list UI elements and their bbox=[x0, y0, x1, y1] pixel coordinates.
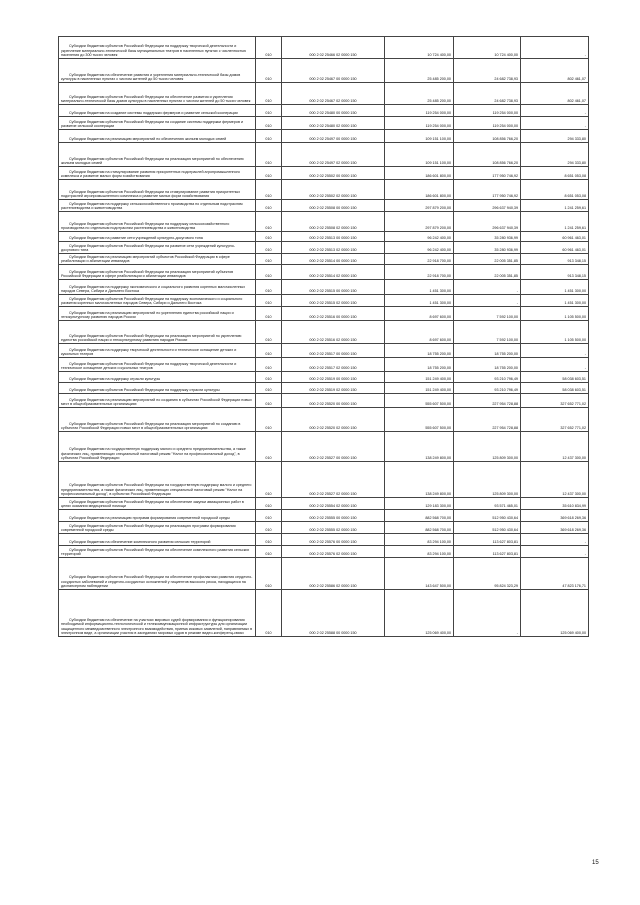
row-remainder-cell: 60 961 463,01 bbox=[521, 242, 589, 254]
row-remainder-cell: 802 461,07 bbox=[521, 59, 589, 83]
row-name-cell: Субсидии бюджетам субъектов Российской Федерации на реализацию программ формирования современной городской среды bbox=[59, 522, 256, 534]
row-remainder-cell: - bbox=[521, 344, 589, 358]
row-name-cell: Субсидии бюджетам субъектов Российской Федерации на реализацию мероприятий по обеспечению жильем молодых семей bbox=[59, 143, 256, 167]
row-remainder-cell: 58 038 603,51 bbox=[521, 383, 589, 394]
row-name-cell: Субсидии бюджетам субъектов Российской Федерации на реализацию мероприятий по созданию в субъектах Российской Федерации новых мест в общеобразовательных организациях bbox=[59, 408, 256, 432]
row-code-cell: 010 bbox=[256, 432, 282, 462]
row-remainder-cell: - bbox=[521, 534, 589, 546]
row-kbk-cell: 000 2 02 25555 02 0000 150 bbox=[282, 522, 385, 534]
row-approved-cell: 297 879 200,00 bbox=[385, 212, 454, 232]
row-code-cell: 010 bbox=[256, 105, 282, 117]
row-approved-cell: 1 451 300,00 bbox=[385, 295, 454, 307]
row-kbk-cell: 000 2 02 25508 00 0000 150 bbox=[282, 200, 385, 212]
row-remainder-cell: 1 105 500,00 bbox=[521, 321, 589, 344]
row-remainder-cell: - bbox=[521, 546, 589, 558]
row-approved-cell: 119 254 000,00 bbox=[385, 105, 454, 117]
row-executed-cell: 24 682 738,93 bbox=[454, 59, 521, 83]
row-code-cell: 010 bbox=[256, 37, 282, 59]
row-kbk-cell: 000 2 02 25576 02 0000 150 bbox=[282, 546, 385, 558]
row-code-cell: 010 bbox=[256, 590, 282, 637]
row-code-cell: 010 bbox=[256, 242, 282, 254]
row-approved-cell: 18 755 200,00 bbox=[385, 344, 454, 358]
row-code-cell: 010 bbox=[256, 372, 282, 383]
row-executed-cell: 7 592 100,00 bbox=[454, 321, 521, 344]
table-row bbox=[59, 432, 589, 462]
row-code-cell: 010 bbox=[256, 510, 282, 522]
row-name-cell: Субсидии бюджетам на государственную поддержку малого и среднего предпринимательства, а также физических лиц, применяющих специальный налоговый режим "Налог на профессиональный доход", в субъектах Российской Федерации bbox=[59, 432, 256, 462]
table-row bbox=[59, 321, 589, 344]
row-remainder-cell: 802 461,07 bbox=[521, 83, 589, 105]
row-kbk-cell: 000 2 02 25527 02 0000 150 bbox=[282, 462, 385, 498]
row-kbk-cell: 000 2 02 25467 02 0000 150 bbox=[282, 83, 385, 105]
row-remainder-cell: 1 241 259,61 bbox=[521, 200, 589, 212]
row-approved-cell: 138 249 800,00 bbox=[385, 462, 454, 498]
row-code-cell: 010 bbox=[256, 307, 282, 321]
report-table bbox=[58, 36, 589, 637]
table-row bbox=[59, 254, 589, 265]
row-executed-cell: - bbox=[454, 590, 521, 637]
table-row bbox=[59, 295, 589, 307]
row-name-cell: Субсидии бюджетам на поддержку экономического и социального развития коренных малочисленных народов Севера, Сибири и Дальнего Востока bbox=[59, 280, 256, 295]
row-remainder-cell: 294 333,80 bbox=[521, 130, 589, 143]
row-kbk-cell: 000 2 02 25554 02 0000 150 bbox=[282, 498, 385, 510]
row-code-cell: 010 bbox=[256, 254, 282, 265]
table-row bbox=[59, 37, 589, 59]
row-executed-cell: - bbox=[454, 280, 521, 295]
row-remainder-cell: - bbox=[521, 105, 589, 117]
row-kbk-cell: 000 2 02 25480 02 0000 150 bbox=[282, 117, 385, 130]
row-remainder-cell: 1 105 500,00 bbox=[521, 307, 589, 321]
row-approved-cell: 1 451 300,00 bbox=[385, 280, 454, 295]
row-executed-cell: 93 571 465,01 bbox=[454, 498, 521, 510]
table-row bbox=[59, 212, 589, 232]
row-kbk-cell: 000 2 02 25517 00 0000 150 bbox=[282, 344, 385, 358]
row-approved-cell: 125 069 400,00 bbox=[385, 590, 454, 637]
row-kbk-cell: 000 2 02 25515 02 0000 150 bbox=[282, 295, 385, 307]
row-kbk-cell: 000 2 02 25586 02 0000 150 bbox=[282, 558, 385, 590]
row-code-cell: 010 bbox=[256, 83, 282, 105]
row-kbk-cell: 000 2 02 25555 00 0000 150 bbox=[282, 510, 385, 522]
row-kbk-cell: 000 2 02 25576 00 0000 150 bbox=[282, 534, 385, 546]
row-code-cell: 010 bbox=[256, 462, 282, 498]
row-code-cell: 010 bbox=[256, 212, 282, 232]
row-remainder-cell: 125 069 400,00 bbox=[521, 590, 589, 637]
row-kbk-cell: 000 2 02 25497 00 0000 150 bbox=[282, 130, 385, 143]
row-name-cell: Субсидии бюджетам субъектов Российской Федерации на поддержку сельскохозяйственного производства по отдельным подотраслям растениеводства и животноводства bbox=[59, 212, 256, 232]
row-executed-cell: 108 856 766,20 bbox=[454, 130, 521, 143]
row-remainder-cell: 1 451 300,00 bbox=[521, 280, 589, 295]
row-name-cell: Субсидии бюджетам на обеспечение развития и укрепления материально-технической базы домов культуры в населенных пунктах с числом жителей до 50 тысяч человек bbox=[59, 59, 256, 83]
table-row bbox=[59, 143, 589, 167]
row-name-cell: Субсидии бюджетам на реализацию мероприятий субъектов Российской Федерации в сфере реабилитации и абилитации инвалидов bbox=[59, 254, 256, 265]
row-name-cell: Субсидии бюджетам субъектов Российской Федерации на создание системы поддержки фермеров и развитие сельской кооперации bbox=[59, 117, 256, 130]
row-executed-cell: 10 724 400,00 bbox=[454, 37, 521, 59]
row-remainder-cell: 8 651 053,08 bbox=[521, 180, 589, 200]
row-code-cell: 010 bbox=[256, 130, 282, 143]
row-approved-cell: 25 485 200,00 bbox=[385, 59, 454, 83]
row-kbk-cell: 000 2 02 25517 02 0000 150 bbox=[282, 358, 385, 372]
table-row bbox=[59, 558, 589, 590]
table-row bbox=[59, 83, 589, 105]
row-name-cell: Субсидии бюджетам на реализацию мероприятий по обеспечению жильем молодых семей bbox=[59, 130, 256, 143]
row-name-cell: Субсидии бюджетам субъектов Российской Федерации на поддержку отрасли культуры bbox=[59, 383, 256, 394]
row-kbk-cell: 000 2 02 25497 02 0000 150 bbox=[282, 143, 385, 167]
row-approved-cell: 96 242 400,00 bbox=[385, 242, 454, 254]
row-code-cell: 010 bbox=[256, 180, 282, 200]
table-row bbox=[59, 265, 589, 280]
table-row bbox=[59, 510, 589, 522]
row-executed-cell: 119 254 000,00 bbox=[454, 117, 521, 130]
row-approved-cell: 22 918 700,00 bbox=[385, 265, 454, 280]
row-code-cell: 010 bbox=[256, 59, 282, 83]
row-kbk-cell: 000 2 02 25502 02 0000 150 bbox=[282, 180, 385, 200]
row-name-cell: Субсидии бюджетам субъектов Российской Федерации на развитие сети учреждений культурно-досугового типа bbox=[59, 242, 256, 254]
row-approved-cell: 8 697 600,00 bbox=[385, 307, 454, 321]
row-executed-cell: 35 280 936,99 bbox=[454, 242, 521, 254]
row-code-cell: 010 bbox=[256, 534, 282, 546]
row-name-cell: Субсидии бюджетам субъектов Российской Федерации на стимулирование развития приоритетных подотраслей агропромышленного комплекса и развитие малых форм хозяйствования bbox=[59, 180, 256, 200]
row-name-cell: Субсидии бюджетам на обеспечение на участках мировых судей формирования и функционирования необходимой информационно-технологической и телекоммуникационной инфраструктуры для организации защищенного межведомственного электронного взаимодействия, приема исковых заявлений, направляемых в электронном виде, а организации участия в заседаниях мировых судов в режиме видео-конференц-связи bbox=[59, 590, 256, 637]
row-executed-cell: 35 280 936,99 bbox=[454, 232, 521, 242]
row-approved-cell: 83 294 100,00 bbox=[385, 534, 454, 546]
row-name-cell: Субсидии бюджетам на реализацию мероприятий по укреплению единства российской нации и этнокультурному развитию народов России bbox=[59, 307, 256, 321]
row-executed-cell: 22 005 351,85 bbox=[454, 254, 521, 265]
row-name-cell: Субсидии бюджетам субъектов Российской Федерации на поддержку экономического и социального развития коренных малочисленных народов Севера, Сибири и Дальнего Востока bbox=[59, 295, 256, 307]
row-code-cell: 010 bbox=[256, 321, 282, 344]
row-remainder-cell: 12 437 300,00 bbox=[521, 462, 589, 498]
table-row bbox=[59, 167, 589, 180]
row-remainder-cell: - bbox=[521, 37, 589, 59]
row-remainder-cell: 58 038 603,51 bbox=[521, 372, 589, 383]
row-remainder-cell: 60 961 463,01 bbox=[521, 232, 589, 242]
row-approved-cell: 109 151 100,00 bbox=[385, 143, 454, 167]
table-row bbox=[59, 534, 589, 546]
row-code-cell: 010 bbox=[256, 522, 282, 534]
table-row bbox=[59, 242, 589, 254]
row-name-cell: Субсидии бюджетам субъектов Российской Федерации на поддержку творческой деятельности и укрепление материально-технической базы муниципальных театров в населенных пунктах с численностью населения до 300 тысяч человек bbox=[59, 37, 256, 59]
row-name-cell: Субсидии бюджетам на развитие сети учреждений культурно-досугового типа bbox=[59, 232, 256, 242]
row-name-cell: Субсидии бюджетам на реализацию мероприятий по созданию в субъектах Российской Федерации новых мест в общеобразовательных организациях bbox=[59, 394, 256, 408]
row-approved-cell: 555 607 500,00 bbox=[385, 408, 454, 432]
row-approved-cell: 83 294 100,00 bbox=[385, 546, 454, 558]
row-code-cell: 010 bbox=[256, 280, 282, 295]
row-code-cell: 010 bbox=[256, 408, 282, 432]
row-code-cell: 010 bbox=[256, 232, 282, 242]
row-remainder-cell: 369 618 269,36 bbox=[521, 510, 589, 522]
row-name-cell: Субсидии бюджетам субъектов Российской Федерации на реализацию мероприятий по укреплению единства российской нации и этнокультурному развитию народов России bbox=[59, 321, 256, 344]
table-row bbox=[59, 522, 589, 534]
row-name-cell: Субсидии бюджетам субъектов Российской Федерации на обеспечение закупки авиационных работ в целях оказания медицинской помощи bbox=[59, 498, 256, 510]
row-name-cell: Субсидии бюджетам на поддержку творческой деятельности и техническое оснащение детских и кукольных театров bbox=[59, 344, 256, 358]
row-name-cell: Субсидии бюджетам субъектов Российской Федерации на реализацию мероприятий субъектов Российской Федерации в сфере реабилитации и абилитации инвалидов bbox=[59, 265, 256, 280]
row-approved-cell: 18 755 200,00 bbox=[385, 358, 454, 372]
row-kbk-cell: 000 2 02 25467 00 0000 150 bbox=[282, 59, 385, 83]
row-code-cell: 010 bbox=[256, 558, 282, 590]
table-row bbox=[59, 372, 589, 383]
row-name-cell: Субсидии бюджетам субъектов Российской Федерации на обеспечение развития и укрепления материально-технической базы домов культуры в населенных пунктах с числом жителей до 50 тысяч человек bbox=[59, 83, 256, 105]
row-executed-cell: 7 592 100,00 bbox=[454, 307, 521, 321]
row-executed-cell: 18 755 200,00 bbox=[454, 358, 521, 372]
row-code-cell: 010 bbox=[256, 117, 282, 130]
row-kbk-cell: 000 2 02 25527 00 0000 150 bbox=[282, 432, 385, 462]
table-row bbox=[59, 408, 589, 432]
row-code-cell: 010 bbox=[256, 358, 282, 372]
row-remainder-cell: 913 348,15 bbox=[521, 254, 589, 265]
table-row bbox=[59, 358, 589, 372]
row-approved-cell: 22 918 700,00 bbox=[385, 254, 454, 265]
row-approved-cell: 138 249 800,00 bbox=[385, 432, 454, 462]
row-executed-cell: 22 005 351,85 bbox=[454, 265, 521, 280]
row-remainder-cell: - bbox=[521, 117, 589, 130]
row-executed-cell: 113 627 803,81 bbox=[454, 546, 521, 558]
row-kbk-cell: 000 2 02 25516 02 0000 150 bbox=[282, 321, 385, 344]
row-executed-cell: 24 682 738,93 bbox=[454, 83, 521, 105]
row-approved-cell: 186 601 800,00 bbox=[385, 167, 454, 180]
row-approved-cell: 186 601 800,00 bbox=[385, 180, 454, 200]
table-row bbox=[59, 232, 589, 242]
row-approved-cell: 297 879 200,00 bbox=[385, 200, 454, 212]
row-code-cell: 010 bbox=[256, 344, 282, 358]
row-name-cell: Субсидии бюджетам субъектов Российской Федерации на поддержку творческой деятельности и техническое оснащение детских и кукольных театров bbox=[59, 358, 256, 372]
row-executed-cell: 177 950 746,92 bbox=[454, 180, 521, 200]
row-executed-cell: 125 809 300,00 bbox=[454, 462, 521, 498]
row-code-cell: 010 bbox=[256, 295, 282, 307]
row-executed-cell: 227 954 728,88 bbox=[454, 408, 521, 432]
row-kbk-cell: 000 2 02 25502 00 0000 150 bbox=[282, 167, 385, 180]
row-remainder-cell: 8 651 053,08 bbox=[521, 167, 589, 180]
row-code-cell: 010 bbox=[256, 394, 282, 408]
row-approved-cell: 882 568 700,00 bbox=[385, 522, 454, 534]
row-approved-cell: 151 249 400,00 bbox=[385, 372, 454, 383]
table-row bbox=[59, 546, 589, 558]
row-remainder-cell: 1 241 259,61 bbox=[521, 212, 589, 232]
row-code-cell: 010 bbox=[256, 498, 282, 510]
row-remainder-cell: 35 610 834,99 bbox=[521, 498, 589, 510]
row-executed-cell: 93 210 796,49 bbox=[454, 372, 521, 383]
row-name-cell: Субсидии бюджетам на поддержку отрасли культуры bbox=[59, 372, 256, 383]
row-name-cell: Субсидии бюджетам субъектов Российской Федерации на государственную поддержку малого и среднего предпринимательства, а также физических лиц, применяющих специальный налоговый режим "Налог на профессиональный доход", в субъектах Российской Федерации bbox=[59, 462, 256, 498]
row-name-cell: Субсидии бюджетам на поддержку сельскохозяйственного производства по отдельным подотраслям растениеводства и животноводства bbox=[59, 200, 256, 212]
row-remainder-cell: 1 451 300,00 bbox=[521, 295, 589, 307]
table-row bbox=[59, 180, 589, 200]
row-executed-cell: 177 950 746,92 bbox=[454, 167, 521, 180]
row-name-cell: Субсидии бюджетам на стимулирование развития приоритетных подотраслей агропромышленного комплекса и развитие малых форм хозяйствования bbox=[59, 167, 256, 180]
row-remainder-cell: 327 652 771,02 bbox=[521, 408, 589, 432]
row-executed-cell: - bbox=[454, 295, 521, 307]
row-executed-cell: 227 954 728,88 bbox=[454, 394, 521, 408]
row-kbk-cell: 000 2 02 25513 00 0000 150 bbox=[282, 232, 385, 242]
row-approved-cell: 10 724 400,00 bbox=[385, 37, 454, 59]
row-kbk-cell: 000 2 02 25519 00 0000 150 bbox=[282, 372, 385, 383]
row-code-cell: 010 bbox=[256, 167, 282, 180]
row-executed-cell: 18 755 200,00 bbox=[454, 344, 521, 358]
row-executed-cell: 93 210 796,49 bbox=[454, 383, 521, 394]
row-kbk-cell: 000 2 02 25516 00 0000 150 bbox=[282, 307, 385, 321]
row-executed-cell: 95 824 323,29 bbox=[454, 558, 521, 590]
row-kbk-cell: 000 2 02 25515 00 0000 150 bbox=[282, 280, 385, 295]
row-kbk-cell: 000 2 02 25514 00 0000 150 bbox=[282, 254, 385, 265]
table-row bbox=[59, 498, 589, 510]
row-remainder-cell: 12 437 300,00 bbox=[521, 432, 589, 462]
table-row bbox=[59, 130, 589, 143]
table-row bbox=[59, 462, 589, 498]
row-name-cell: Субсидии бюджетам на создание системы поддержки фермеров и развитие сельской кооперации bbox=[59, 105, 256, 117]
row-executed-cell: 125 809 300,00 bbox=[454, 432, 521, 462]
row-code-cell: 010 bbox=[256, 546, 282, 558]
row-code-cell: 010 bbox=[256, 383, 282, 394]
row-approved-cell: 151 249 400,00 bbox=[385, 383, 454, 394]
row-name-cell: Субсидии бюджетам на реализацию программ формирования современной городской среды bbox=[59, 510, 256, 522]
row-name-cell: Субсидии бюджетам субъектов Российской Федерации на обеспечение комплексного развития сельских территорий bbox=[59, 546, 256, 558]
row-approved-cell: 129 183 300,00 bbox=[385, 498, 454, 510]
row-code-cell: 010 bbox=[256, 200, 282, 212]
row-name-cell: Субсидии бюджетам на обеспечение комплексного развития сельских территорий bbox=[59, 534, 256, 546]
table-row bbox=[59, 307, 589, 321]
row-kbk-cell: 000 2 02 25508 02 0000 150 bbox=[282, 212, 385, 232]
row-approved-cell: 119 254 000,00 bbox=[385, 117, 454, 130]
row-kbk-cell: 000 2 02 25466 02 0000 150 bbox=[282, 37, 385, 59]
page-number: 15 bbox=[592, 860, 599, 866]
row-remainder-cell: - bbox=[521, 358, 589, 372]
row-executed-cell: 296 637 940,39 bbox=[454, 212, 521, 232]
row-approved-cell: 25 485 200,00 bbox=[385, 83, 454, 105]
row-kbk-cell: 000 2 02 25588 00 0000 150 bbox=[282, 590, 385, 637]
row-kbk-cell: 000 2 02 25514 02 0000 150 bbox=[282, 265, 385, 280]
row-executed-cell: 119 254 000,00 bbox=[454, 105, 521, 117]
row-kbk-cell: 000 2 02 25519 02 0000 150 bbox=[282, 383, 385, 394]
table-row bbox=[59, 344, 589, 358]
report-table-body bbox=[59, 37, 589, 637]
row-kbk-cell: 000 2 02 25513 02 0000 150 bbox=[282, 242, 385, 254]
row-approved-cell: 143 647 500,00 bbox=[385, 558, 454, 590]
table-row bbox=[59, 280, 589, 295]
table-row bbox=[59, 590, 589, 637]
row-kbk-cell: 000 2 02 25480 00 0000 150 bbox=[282, 105, 385, 117]
row-remainder-cell: 294 333,80 bbox=[521, 143, 589, 167]
row-approved-cell: 8 697 600,00 bbox=[385, 321, 454, 344]
row-remainder-cell: 913 348,15 bbox=[521, 265, 589, 280]
table-row bbox=[59, 59, 589, 83]
row-executed-cell: 512 950 430,64 bbox=[454, 510, 521, 522]
row-remainder-cell: 369 618 269,36 bbox=[521, 522, 589, 534]
table-row bbox=[59, 117, 589, 130]
row-code-cell: 010 bbox=[256, 265, 282, 280]
row-executed-cell: 512 950 430,64 bbox=[454, 522, 521, 534]
row-executed-cell: 108 856 766,20 bbox=[454, 143, 521, 167]
row-executed-cell: 113 627 803,81 bbox=[454, 534, 521, 546]
table-row bbox=[59, 383, 589, 394]
row-name-cell: Субсидии бюджетам субъектов Российской Федерации на обеспечение профилактики развития сердечно-сосудистых заболеваний и сердечно-сосудистых осложнений у пациентов высокого риска, находящихся на диспансерном наблюдении bbox=[59, 558, 256, 590]
table-row bbox=[59, 394, 589, 408]
table-row bbox=[59, 105, 589, 117]
row-kbk-cell: 000 2 02 25520 00 0000 150 bbox=[282, 394, 385, 408]
row-remainder-cell: 47 823 176,71 bbox=[521, 558, 589, 590]
row-approved-cell: 555 607 500,00 bbox=[385, 394, 454, 408]
row-approved-cell: 882 568 700,00 bbox=[385, 510, 454, 522]
row-kbk-cell: 000 2 02 25520 02 0000 150 bbox=[282, 408, 385, 432]
row-remainder-cell: 327 652 771,02 bbox=[521, 394, 589, 408]
row-executed-cell: 296 637 940,39 bbox=[454, 200, 521, 212]
row-approved-cell: 109 151 100,00 bbox=[385, 130, 454, 143]
row-approved-cell: 96 242 400,00 bbox=[385, 232, 454, 242]
row-code-cell: 010 bbox=[256, 143, 282, 167]
table-row bbox=[59, 200, 589, 212]
